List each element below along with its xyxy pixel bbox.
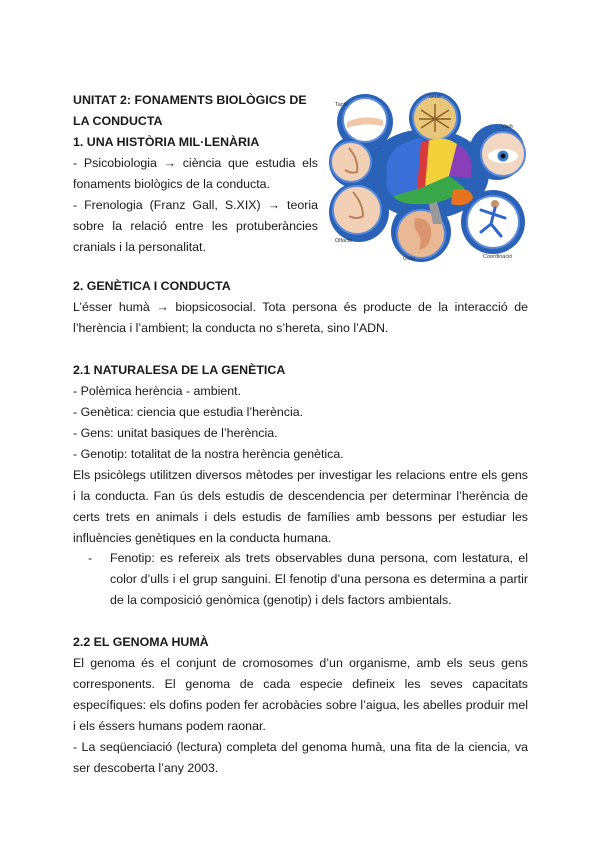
touch-label: Tacte xyxy=(335,102,349,108)
section-2-1-heading: 2.1 NATURALESA DE LA GENÈTICA xyxy=(73,363,286,377)
bullet-dash: - xyxy=(88,551,93,565)
movement-label: Coordinació xyxy=(483,254,513,260)
taste-circle xyxy=(413,96,457,140)
smell-circle xyxy=(333,186,381,234)
brain-senses-illustration xyxy=(325,92,530,267)
section-2-2-item: - La seqüenciació (lectura) completa del genoma humà, una fita de la ciencia, va ser descoberta l’any 2003. xyxy=(73,740,528,775)
section-2-2-heading: 2.2 EL GENOMA HUMÀ xyxy=(73,635,209,649)
smell-label: Olfacte xyxy=(335,238,353,244)
section-2-2-paragraph: El genoma és el conjunt de cromosomes d’un organisme, amb els seus gens corresponents. El genoma de cada especie defineix les seves capacitats específiques: els dofins poden fer acrobàcies sobre l’aigua, les abelles produir mel i els éssers humans podem raonar. xyxy=(73,656,528,733)
fenotip-bullet xyxy=(88,548,528,611)
sight-circle xyxy=(481,132,525,176)
touch-circle xyxy=(343,98,387,142)
section-2-1-item: - Polèmica herència - ambient. xyxy=(73,384,242,398)
section-2 xyxy=(73,276,528,339)
document-title: UNITAT 2: FONAMENTS BIOLÒGICS DE LA CONDUCTA xyxy=(73,93,307,128)
section-2-2 xyxy=(73,632,528,779)
section-2-1-item: - Genètica: ciencia que estudia l’herència. xyxy=(73,405,304,419)
fenotip-text: Fenotip: es refereix als trets observables duna persona, com lestatura, el color d’ulls i el grup sanguini. El fenotip d’una persona es determina a partir de la composició genòmica (genotip) i dels factors ambientals. xyxy=(110,551,528,607)
sight-label: Visió xyxy=(501,124,513,130)
section-2-1 xyxy=(73,360,528,549)
section-1-item-frenologia: - Frenologia (Franz Gall, S.XIX) → teoria sobre la relació entre les protuberàncies cranials i la personalitat. xyxy=(73,198,318,254)
section-2-1-item: - Gens: unitat basiques de l’herència. xyxy=(73,426,278,440)
nose-circle xyxy=(331,142,371,182)
section-2-text: L’ésser humà → biopsicosocial. Tota persona és producte de la interacció de l’herència i l’ambient; la conducta no s’hereta, sino l’ADN. xyxy=(73,300,528,335)
section-2-heading: 2. GENÈTICA I CONDUCTA xyxy=(73,279,231,293)
section-1-heading: 1. UNA HISTÒRIA MIL·LENÀRIA xyxy=(73,135,260,149)
hearing-label: Oïda xyxy=(403,256,415,262)
section-1 xyxy=(73,132,318,258)
section-1-item-psicobiologia: - Psicobiologia → ciència que estudia els fonaments biològics de la conducta. xyxy=(73,156,318,191)
movement-circle xyxy=(467,196,519,248)
section-2-1-item: - Genotip: totalitat de la nostra herència genètica. xyxy=(73,447,344,461)
section-2-1-paragraph: Els psicòlegs utilitzen diversos mètodes per investigar les relacions entre els gens i la conducta. Fan ús dels estudis de descendencia per determinar l’herència de certs trets en animals i dels estudis de famílies amb bessons per estudiar les influències genètiques en la conducta humana. xyxy=(73,468,528,545)
taste-label: Gust xyxy=(429,94,441,100)
